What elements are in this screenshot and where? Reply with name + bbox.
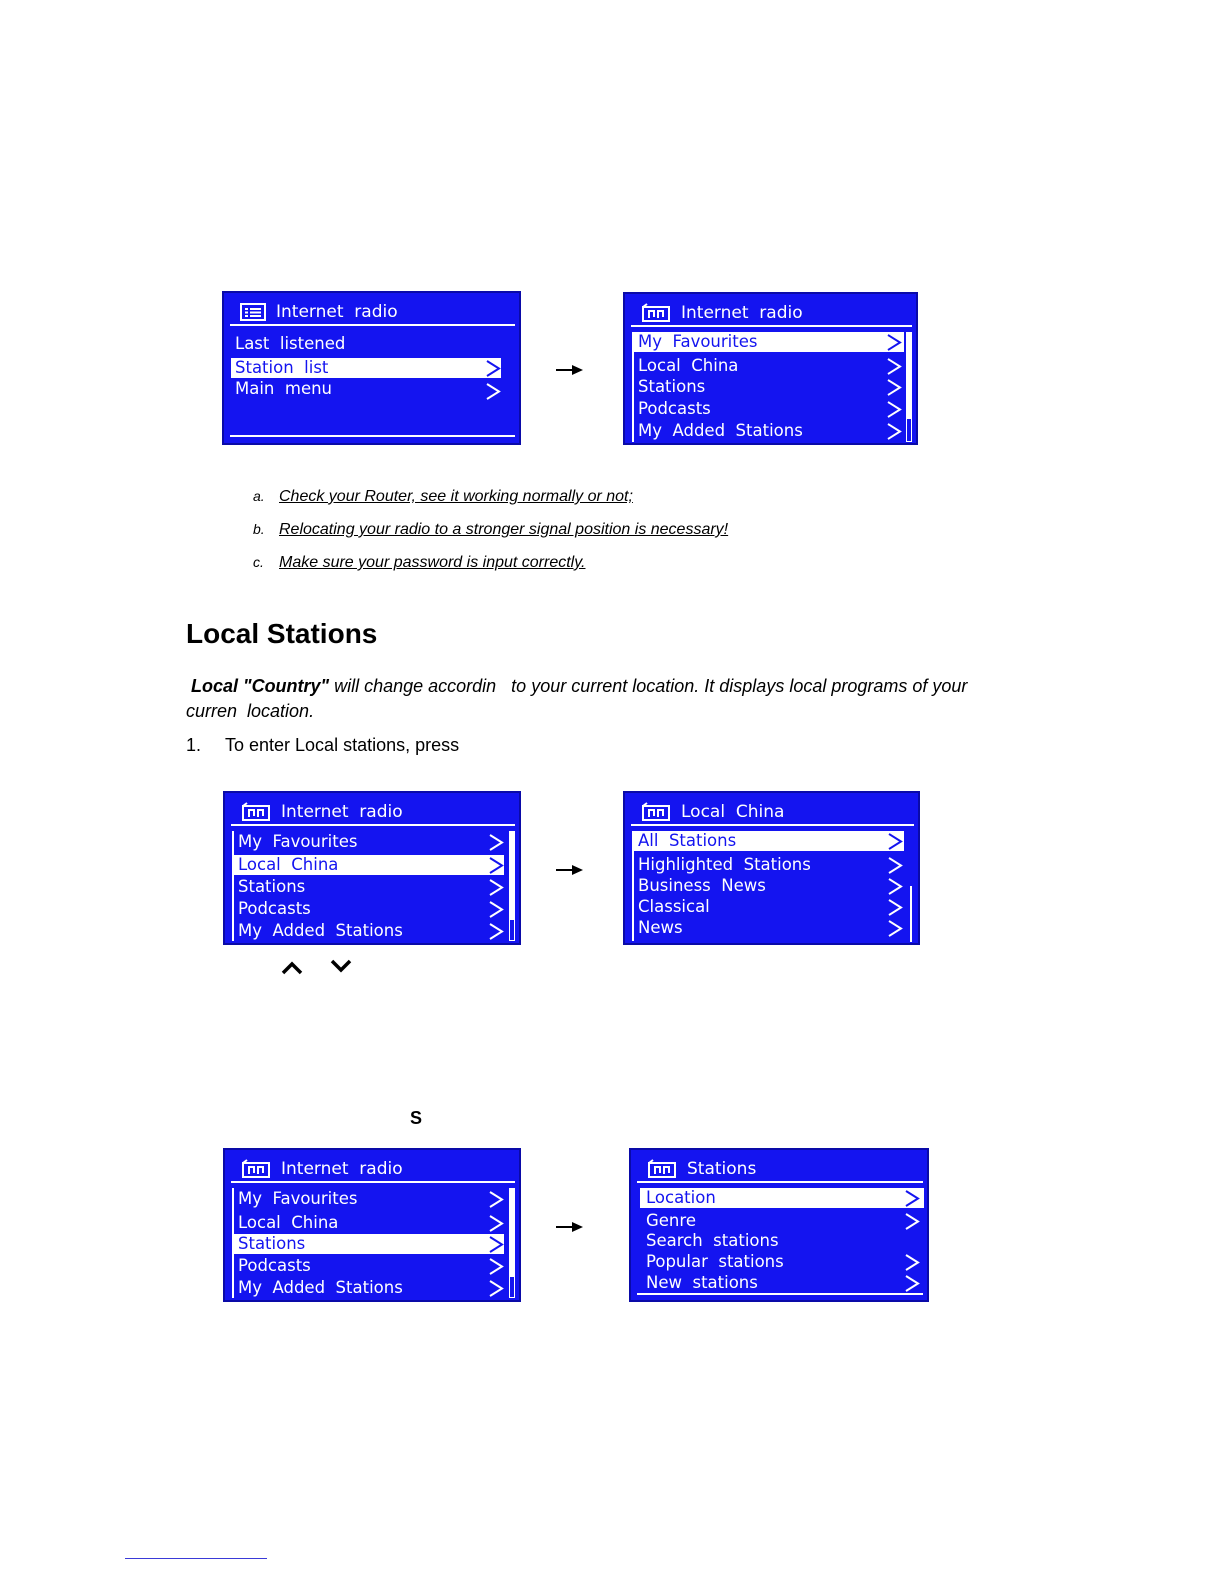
screen-local-china	[623, 791, 920, 945]
scrollbar[interactable]	[908, 831, 914, 941]
menu-item-my-added-stations[interactable]: My Added Stations	[634, 421, 904, 441]
footnote-separator	[125, 1558, 267, 1559]
chevron-right-icon	[886, 334, 902, 351]
scrollbar-thumb[interactable]	[510, 1189, 514, 1277]
chevron-right-icon	[904, 1254, 920, 1271]
menu-item-local-china[interactable]: Local China	[234, 855, 504, 875]
chevron-right-icon	[488, 1258, 504, 1275]
chevron-right-icon	[887, 920, 903, 937]
chevron-up-icon[interactable]	[280, 958, 304, 976]
list-item: c. Make sure your password is input correctly.	[253, 554, 586, 571]
radio-icon	[641, 303, 671, 323]
screen-stations	[629, 1148, 929, 1302]
fragment-letter: S	[410, 1108, 423, 1128]
menu-item-location[interactable]: Location	[640, 1188, 924, 1208]
menu-item-my-favourites[interactable]: My Favourites	[234, 1189, 504, 1209]
screen-internet-radio-list-2	[223, 791, 521, 945]
chevron-right-icon	[488, 901, 504, 918]
radio-icon	[241, 802, 271, 822]
divider	[231, 1181, 515, 1183]
radio-icon	[641, 802, 671, 822]
chevron-right-icon	[887, 833, 903, 850]
menu-item-my-added-stations[interactable]: My Added Stations	[234, 921, 504, 941]
chevron-right-icon	[488, 834, 504, 851]
intro-bold: Local "Country"	[191, 676, 330, 696]
chevron-right-icon	[488, 1280, 504, 1297]
chevron-right-icon	[887, 857, 903, 874]
divider	[231, 824, 515, 826]
divider	[230, 324, 515, 326]
menu-item-station-list[interactable]: Station list	[231, 358, 501, 378]
menu-item-new-stations[interactable]: New stations	[640, 1273, 924, 1293]
chevron-right-icon	[887, 899, 903, 916]
chevron-right-icon	[904, 1190, 920, 1207]
chevron-down-icon[interactable]	[329, 958, 353, 976]
scrollbar[interactable]	[906, 332, 912, 442]
chevron-right-icon	[887, 878, 903, 895]
section-heading: Local Stations	[186, 618, 378, 649]
menu-item-my-favourites[interactable]: My Favourites	[634, 332, 904, 352]
menu-item-search-stations[interactable]: Search stations	[646, 1231, 779, 1250]
menu-item-local-china[interactable]: Local China	[234, 1213, 504, 1233]
list-item: b. Relocating your radio to a stronger signal position is necessary!	[253, 521, 729, 538]
intro-line-2: curren location.	[186, 701, 315, 721]
menu-item-business-news[interactable]: Business News	[634, 876, 904, 896]
scrollbar[interactable]	[509, 831, 515, 941]
chevron-right-icon	[485, 383, 501, 400]
chevron-right-icon	[485, 360, 501, 377]
divider	[230, 435, 515, 437]
chevron-right-icon	[488, 879, 504, 896]
screen-internet-radio-list	[623, 292, 918, 445]
menu-item-highlighted-stations[interactable]: Highlighted Stations	[634, 855, 904, 875]
menu-item-my-favourites[interactable]: My Favourites	[234, 832, 504, 852]
chevron-right-icon	[904, 1213, 920, 1230]
menu-item-main-menu[interactable]: Main menu	[231, 379, 501, 399]
menu-item-last-listened[interactable]: Last listened	[235, 334, 346, 353]
screen-internet-radio-main	[222, 291, 521, 445]
chevron-right-icon	[488, 1236, 504, 1253]
menu-item-classical[interactable]: Classical	[634, 897, 904, 917]
menu-item-local-china[interactable]: Local China	[634, 356, 904, 376]
scrollbar-thumb[interactable]	[910, 886, 912, 942]
arrow-right-icon	[556, 864, 584, 876]
menu-item-all-stations[interactable]: All Stations	[634, 831, 904, 851]
radio-icon	[241, 1159, 271, 1179]
menu-item-popular-stations[interactable]: Popular stations	[640, 1252, 924, 1272]
menu-item-news[interactable]: News	[634, 918, 904, 938]
screen-internet-radio-list-3	[223, 1148, 521, 1302]
chevron-right-icon	[886, 401, 902, 418]
menu-item-podcasts[interactable]: Podcasts	[634, 399, 904, 419]
chevron-right-icon	[488, 923, 504, 940]
chevron-right-icon	[488, 1191, 504, 1208]
screen-title: Internet radio	[281, 1159, 403, 1179]
screen-title: Internet radio	[276, 302, 398, 322]
scrollbar-thumb[interactable]	[907, 333, 911, 419]
chevron-right-icon	[886, 423, 902, 440]
scrollbar[interactable]	[509, 1188, 515, 1298]
divider	[631, 325, 912, 327]
chevron-right-icon	[488, 1215, 504, 1232]
menu-item-genre[interactable]: Genre	[640, 1211, 924, 1231]
chevron-right-icon	[886, 358, 902, 375]
intro-line-1: Local "Country" will change accordin to your current location. It displays local programs of your	[191, 676, 968, 696]
chevron-right-icon	[904, 1275, 920, 1292]
screen-title: Internet radio	[681, 303, 803, 323]
screen-title: Stations	[687, 1159, 757, 1179]
list-icon	[240, 303, 266, 321]
menu-item-my-added-stations[interactable]: My Added Stations	[234, 1278, 504, 1298]
divider	[637, 1293, 923, 1295]
scrollbar-thumb[interactable]	[510, 832, 514, 920]
screen-title: Internet radio	[281, 802, 403, 822]
menu-item-stations[interactable]: Stations	[634, 377, 904, 397]
divider	[631, 824, 914, 826]
chevron-right-icon	[488, 857, 504, 874]
screen-title: Local China	[681, 802, 785, 822]
list-item: a. Check your Router, see it working normally or not;	[253, 488, 633, 505]
menu-item-podcasts[interactable]: Podcasts	[234, 1256, 504, 1276]
arrow-right-icon	[556, 1221, 584, 1233]
radio-icon	[647, 1159, 677, 1179]
step-1: 1. To enter Local stations, press	[186, 735, 460, 755]
arrow-right-icon	[556, 364, 584, 376]
divider	[637, 1181, 923, 1183]
menu-item-stations[interactable]: Stations	[234, 877, 504, 897]
menu-item-stations[interactable]: Stations	[234, 1234, 504, 1254]
chevron-right-icon	[886, 379, 902, 396]
menu-item-podcasts[interactable]: Podcasts	[234, 899, 504, 919]
